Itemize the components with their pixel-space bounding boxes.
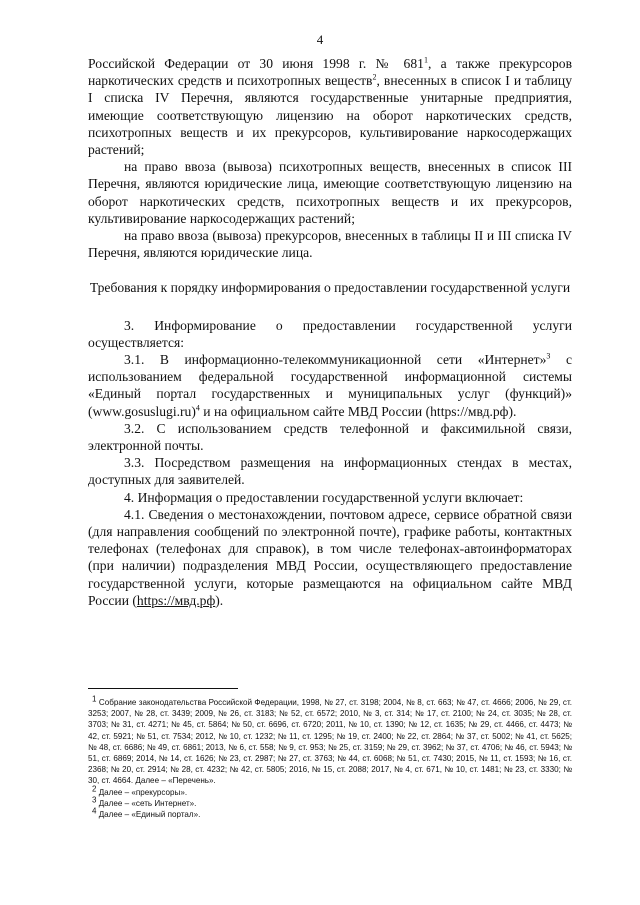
footnote-ref-3[interactable]: 3 bbox=[546, 351, 551, 361]
page-number: 4 bbox=[316, 32, 324, 47]
paragraph-item-4-1: 4.1. Сведения о местонахождении, почтовом адресе, сервисе обратной связи (для направления сообщений по электронной почте), графике работы, контактных телефонах (телефонах для справок), в том числе телефонах-автоинформаторах (при наличии) подразделения МВД России, осуществляющего предоставление государственной услуги, которые размещаются на официальном сайте МВД России (https://мвд.рф). bbox=[88, 506, 572, 608]
section-heading: Требования к порядку информирования о предоставлении государственной услуги bbox=[89, 280, 571, 296]
document-body bbox=[88, 55, 572, 609]
paragraph-item-4: 4. Информация о предоставлении государственной услуги включает: bbox=[124, 489, 524, 505]
paragraph-psychotropic-import: на право ввоза (вывоза) психотропных веществ, внесенных в список III Перечня, являются юридические лица, имеющие соответствующую лицензию на оборот наркотических средств, психотропных веществ и их прекурсоров, культивирование наркосодержащих растений; bbox=[88, 159, 572, 226]
footnote-2: $^2$ Далее – «прекурсоры». bbox=[92, 783, 188, 797]
paragraph-item-3-3: 3.3. Посредством размещения на информационных стендах в местах, доступных для заявителей. bbox=[88, 455, 572, 488]
footnote-ref-1[interactable]: 1 bbox=[423, 55, 428, 65]
footnote-4: $^4$ Далее – «Единый портал». bbox=[92, 806, 201, 820]
paragraph-item-3-2: 3.2. С использованием средств телефонной и факсимильной связи, электронной почты. bbox=[88, 420, 572, 454]
paragraph-item-3: 3. Информирование о предоставлении государственной услуги осуществляется: bbox=[88, 317, 572, 350]
footnote-1: $^1$ Собрание законодательства Российской Федерации, 1998, № 27, ст. 3198; 2004, № 8, ст. 663; № 47, ст. 4666; 2006, № 29, ст. 3253; 2007, № 28, ст. 3439; 2009, № 26, ст. 3183; № 52, ст. 6572; 2010, № 3, ст. 314; № 17, ст. 2100; № 24, ст. 3035; № 28, ст. 3703; № 31, ст. 4271; № 45, ст. 5864; № 50, ст. 6696, ст. 6720; 2011, № 10, ст. 1390; № 12, ст. 1635; № 29, ст. 4466, ст. 4473; № 42, ст. 5921; № 51, ст. 7534; 2012, № 10, ст. 1232; № 11, ст. 1295; № 19, ст. 2400; № 22, ст. 2864; № 37, ст. 5002; № 41, ст. 5625; № 48, ст. 6686; № 49, ст. 6861; 2013, № 6, ст. 558; № 9, ст. 953; № 25, ст. 3159; № 29, ст. 3962; № 37, ст. 4706; № 46, ст. 5943; № 51, ст. 6869; 2014, № 14, ст. 1626; № 23, ст. 2987; № 27, ст. 3763; № 44, ст. 6068; № 51, ст. 7430; 2015, № 11, ст. 1593; № 16, ст. 2368; № 20, ст. 2914; № 28, ст. 4232; № 42, ст. 5805; 2016, № 15, ст. 2088; 2017, № 4, ст. 671, № 10, ст. 1481; № 23, ст. 3330; № 30, ст. 4664. Далее – «Перечень». bbox=[88, 694, 572, 786]
paragraph-precursors-import: на право ввоза (вывоза) прекурсоров, внесенных в таблицы II и III списка IV Перечня, являются юридические лица. bbox=[88, 228, 572, 261]
footnote-divider bbox=[88, 688, 238, 689]
footnote-3: $^3$ Далее – «сеть Интернет». bbox=[92, 795, 197, 808]
paragraph-continuation: Российской Федерации от 30 июня 1998 г. № $681^1$, а также прекурсоров наркотических средств и психотропных веществ$^2$, внесенных в список I и таблицу I списка IV Перечня, являются государственные унитарные предприятия, имеющие соответствующую лицензию на оборот наркотических средств, психотропных веществ и их прекурсоров, культивирование наркосодержащих растений; bbox=[88, 55, 573, 158]
footnotes bbox=[88, 688, 572, 820]
mvd-site-link[interactable]: https://мвд.рф bbox=[136, 592, 216, 608]
paragraph-item-3-1: 3.1. В информационно-телекоммуникационной сети «Интернет»$^3$ с использованием федеральной государственной информационной системы «Единый портал государственных и муниципальных услуг (функций)» (www.gosuslugi.ru)$^4$ и на официальном сайте МВД России (https://мвд.рф). bbox=[88, 351, 572, 419]
footnote-ref-4[interactable]: 4 bbox=[195, 403, 200, 413]
footnote-ref-2[interactable]: 2 bbox=[372, 72, 377, 82]
